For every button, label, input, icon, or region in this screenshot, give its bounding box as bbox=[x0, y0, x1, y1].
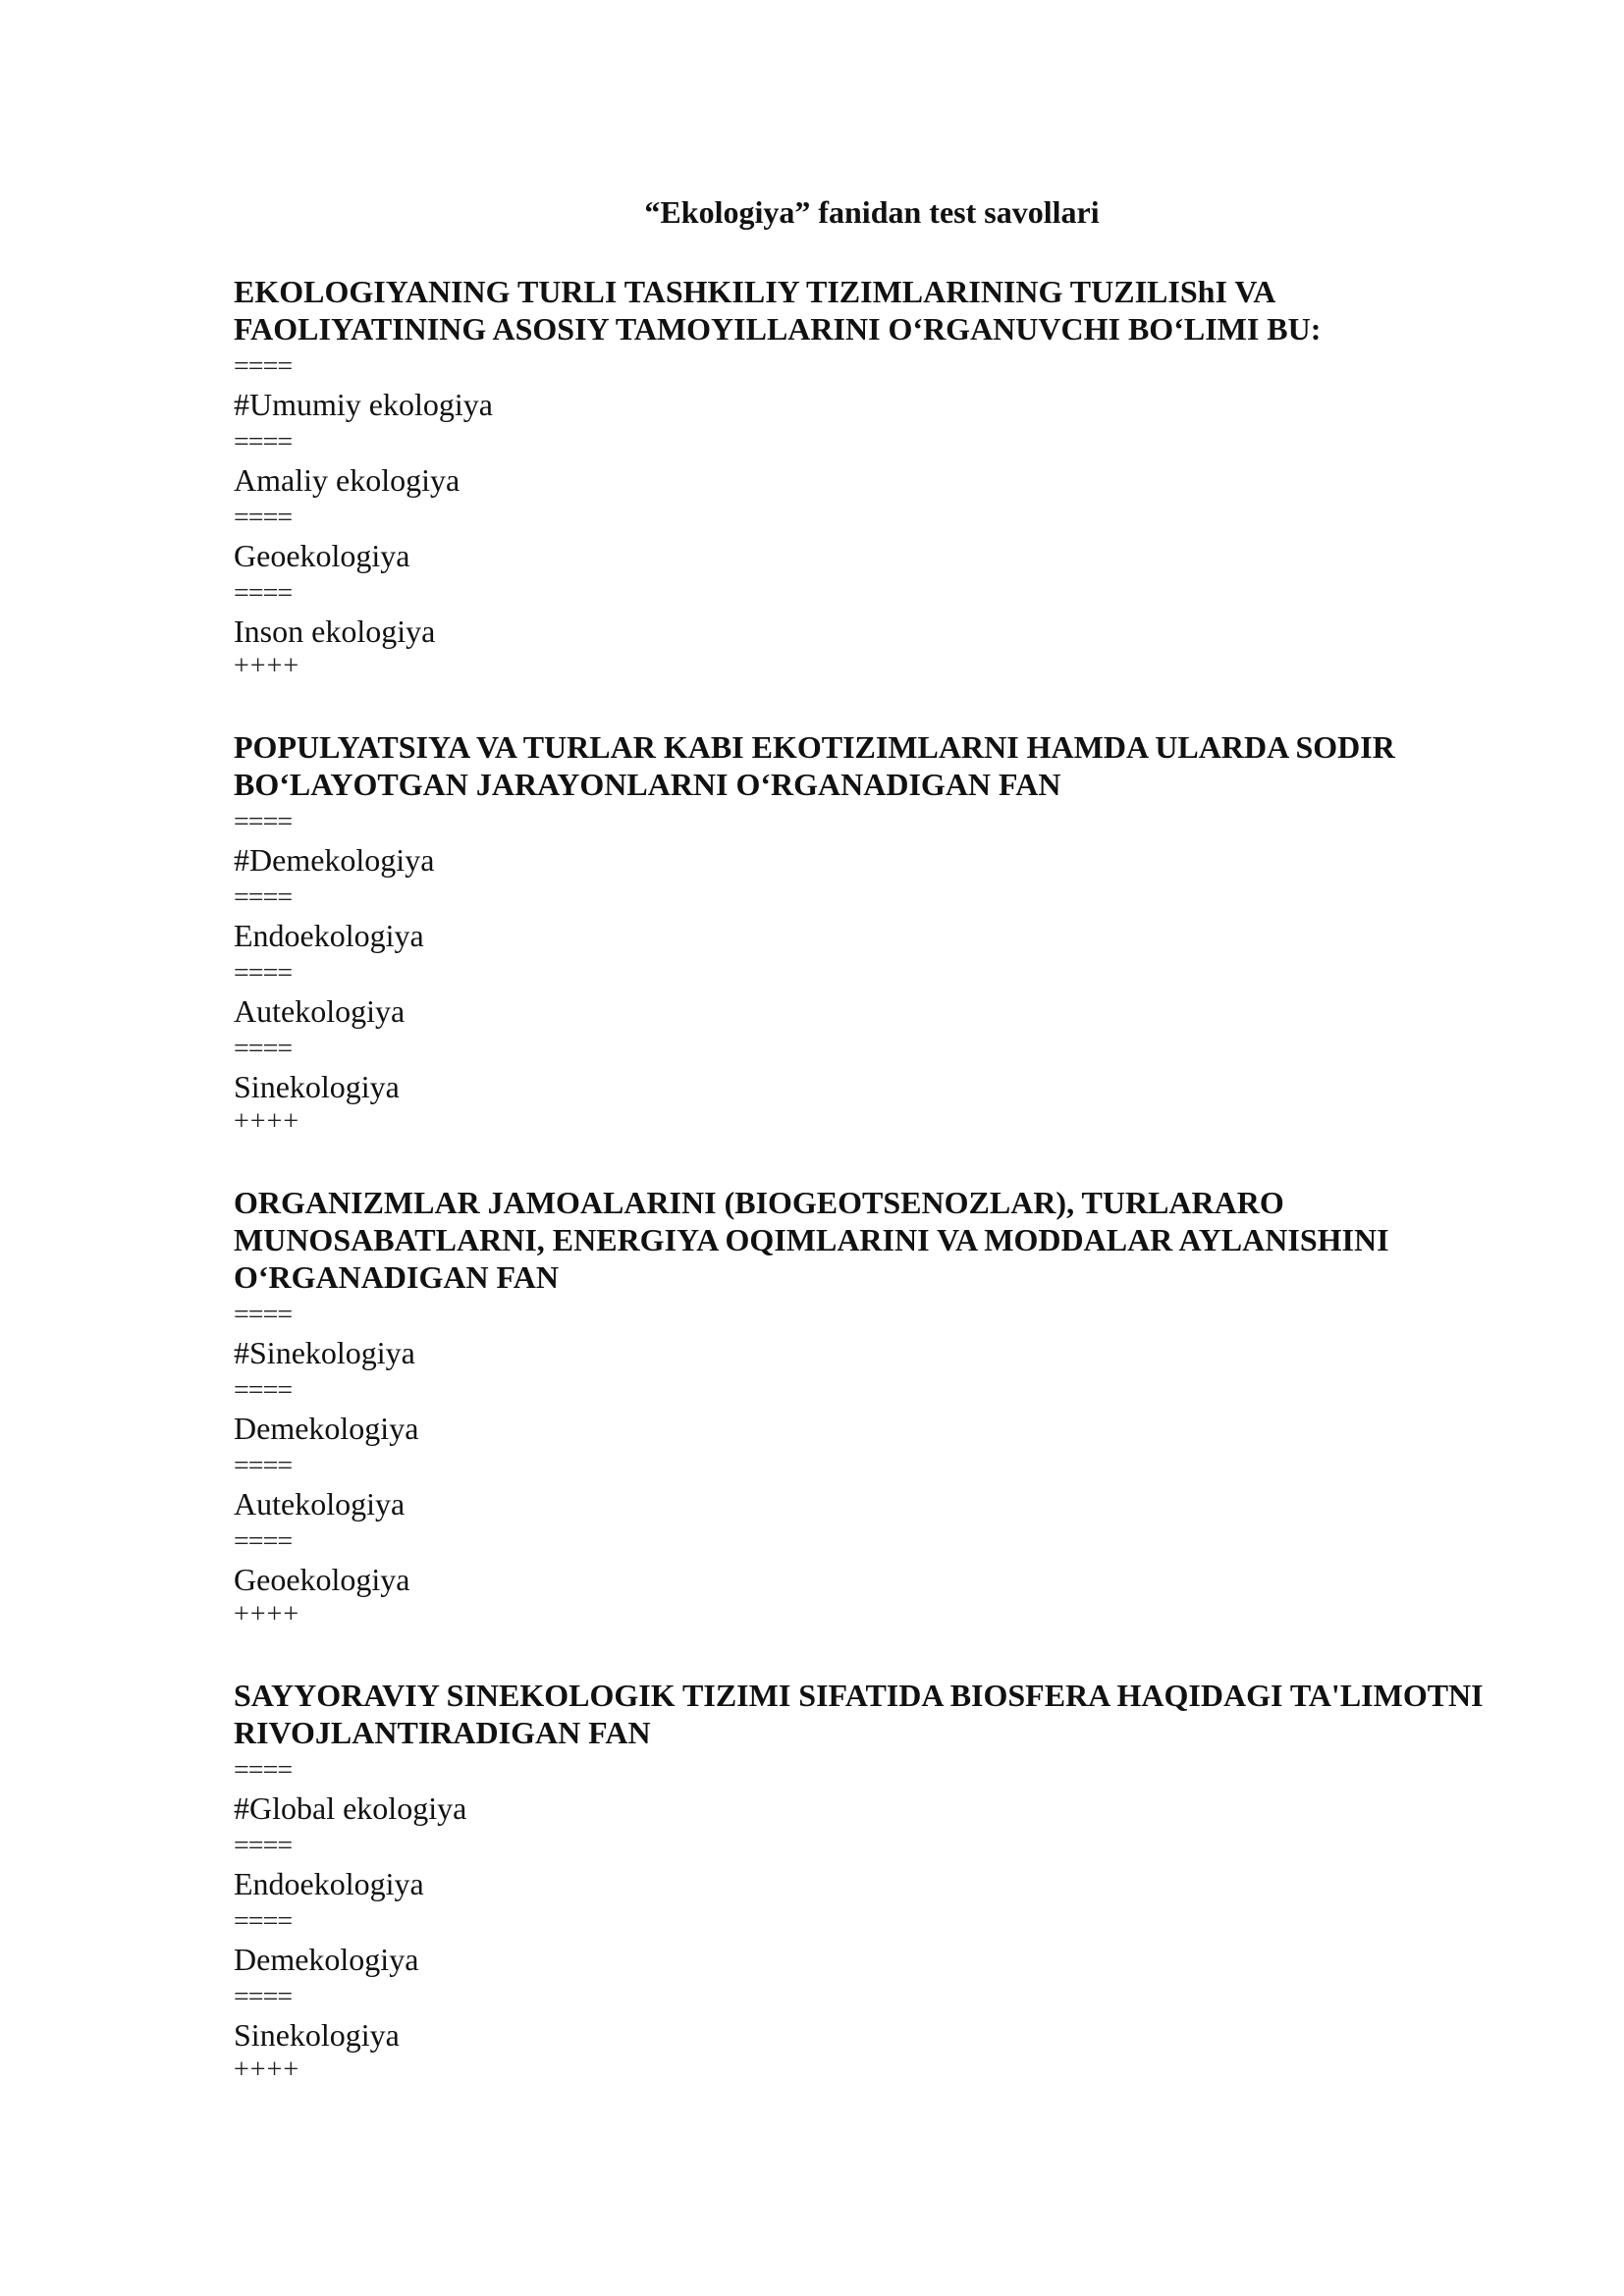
answer-option: Sinekologiya bbox=[234, 1069, 400, 1104]
option-separator: ==== bbox=[234, 1451, 293, 1481]
answer-option: #Umumiy ekologiya bbox=[234, 387, 493, 422]
answer-option: Endoekologiya bbox=[234, 918, 424, 953]
document-title: “Ekologiya” fanidan test savollari bbox=[644, 194, 1100, 230]
option-separator: ==== bbox=[234, 882, 293, 913]
option-separator: ==== bbox=[234, 427, 293, 457]
question-text: SAYYORAVIY SINEKOLOGIK TIZIMI SIFATIDA BIOSFERA HAQIDAGI TA'LIMOTNI RIVOJLANTIRADIGAN FAN bbox=[234, 1678, 1484, 1750]
option-separator: ==== bbox=[234, 1034, 293, 1064]
option-separator: ==== bbox=[234, 578, 293, 609]
document-content bbox=[234, 187, 1510, 2126]
question-text: EKOLOGIYANING TURLI TASHKILIY TIZIMLARINING TUZILIShI VA FAOLIYATINING ASOSIY TAMOYILLARINI O‘RGANUVCHI BO‘LIMI BU: bbox=[234, 274, 1322, 347]
option-separator: ==== bbox=[234, 351, 293, 382]
question-text: ORGANIZMLAR JAMOALARINI (BIOGEOTSENOZLAR), TURLARARO MUNOSABATLARNI, ENERGIYA OQIMLARINI VA MODDALAR AYLANISHINI O‘RGANADIGAN FAN bbox=[234, 1185, 1389, 1295]
option-separator: ==== bbox=[234, 1982, 293, 2012]
answer-option: #Global ekologiya bbox=[234, 1790, 467, 1826]
answer-option: Autekologiya bbox=[234, 1486, 406, 1522]
option-separator: ==== bbox=[234, 1375, 293, 1406]
answer-option: Geoekologiya bbox=[234, 538, 410, 573]
answer-option: Geoekologiya bbox=[234, 1562, 410, 1597]
question-block bbox=[234, 1671, 1510, 2087]
question-end-marker: ++++ bbox=[234, 1599, 300, 1629]
answer-option: Inson ekologiya bbox=[234, 614, 436, 649]
option-separator: ==== bbox=[234, 503, 293, 533]
answer-option: Amaliy ekologiya bbox=[234, 462, 460, 498]
answer-option: #Demekologiya bbox=[234, 842, 435, 878]
answer-option: Autekologiya bbox=[234, 993, 406, 1029]
answer-option: Endoekologiya bbox=[234, 1866, 424, 1901]
option-separator: ==== bbox=[234, 958, 293, 988]
question-end-marker: ++++ bbox=[234, 1106, 300, 1137]
option-separator: ==== bbox=[234, 1755, 293, 1786]
option-separator: ==== bbox=[234, 1300, 293, 1330]
question-block bbox=[234, 267, 1510, 683]
option-separator: ==== bbox=[234, 807, 293, 837]
answer-option: Demekologiya bbox=[234, 1411, 419, 1446]
answer-option: Sinekologiya bbox=[234, 2017, 400, 2053]
question-block bbox=[234, 722, 1510, 1139]
question-end-marker: ++++ bbox=[234, 2055, 300, 2085]
question-end-marker: ++++ bbox=[234, 651, 300, 681]
question-text: POPULYATSIYA VA TURLAR KABI EKOTIZIMLARNI HAMDA ULARDA SODIR BO‘LAYOTGAN JARAYONLARNI O‘RGANADIGAN FAN bbox=[234, 729, 1395, 802]
answer-option: #Sinekologiya bbox=[234, 1335, 415, 1370]
question-block bbox=[234, 1178, 1510, 1631]
option-separator: ==== bbox=[234, 1906, 293, 1937]
answer-option: Demekologiya bbox=[234, 1942, 419, 1977]
option-separator: ==== bbox=[234, 1831, 293, 1861]
option-separator: ==== bbox=[234, 1526, 293, 1557]
